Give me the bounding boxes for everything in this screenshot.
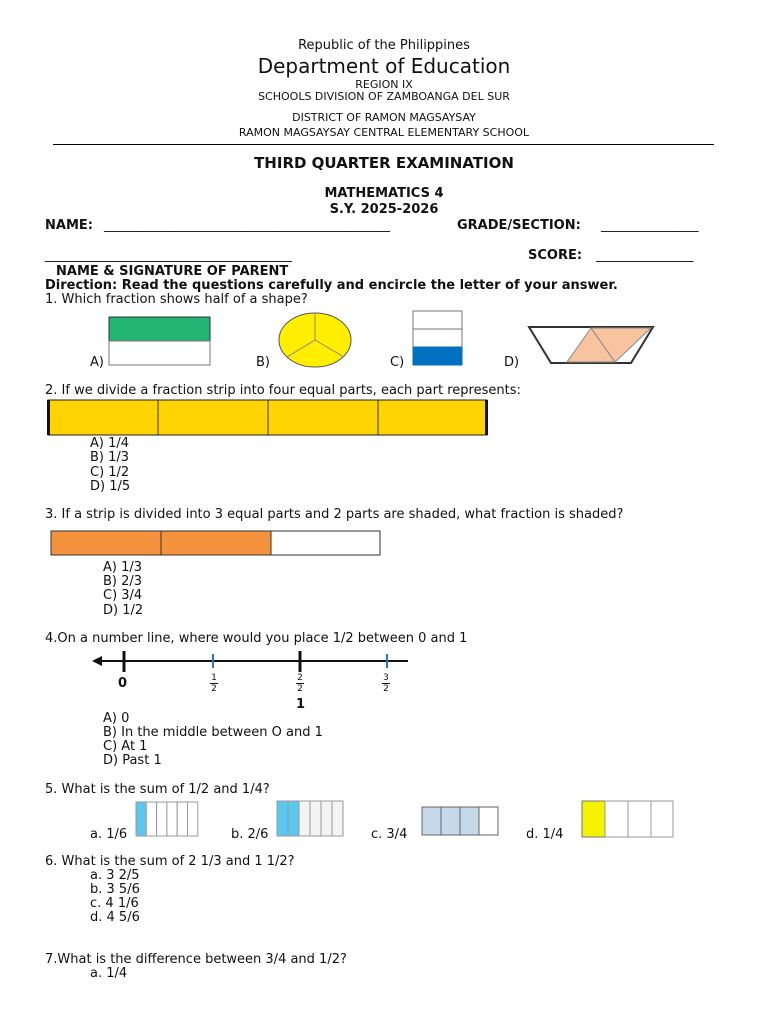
q4-label-one: 1 xyxy=(296,697,306,712)
q4-number-line xyxy=(90,648,412,676)
q4-label-three-halves xyxy=(382,673,390,694)
score-line[interactable]: _______________ xyxy=(596,248,694,263)
q5-strip-c xyxy=(421,806,499,836)
country-line: Republic of the Philippines xyxy=(298,38,470,53)
q4-option-b[interactable]: B) In the middle between O and 1 xyxy=(103,725,323,740)
q5-strip-d xyxy=(581,800,675,838)
grade-section-label: GRADE/SECTION: xyxy=(457,218,581,233)
q5-label-a[interactable]: a. 1/6 xyxy=(90,827,128,842)
parent-signature-label: NAME & SIGNATURE OF PARENT xyxy=(56,264,289,279)
name-line[interactable]: ____________________________________________ xyxy=(104,218,390,233)
q3-option-b[interactable]: B) 2/3 xyxy=(103,574,143,589)
grade-section-line[interactable]: _______________ xyxy=(601,218,699,233)
q4-option-d[interactable]: D) Past 1 xyxy=(103,753,162,768)
header-divider xyxy=(53,144,714,145)
name-label: NAME: xyxy=(45,218,93,233)
q1-circle-thirds-shape xyxy=(276,311,354,369)
exam-title: THIRD QUARTER EXAMINATION xyxy=(254,154,514,172)
q4-label-half xyxy=(210,673,218,694)
q1-bar-thirds-shape xyxy=(412,310,464,368)
q1-label-a[interactable]: A) xyxy=(90,355,104,370)
school-line: RAMON MAGSAYSAY CENTRAL ELEMENTARY SCHOOL xyxy=(238,126,530,139)
q4-label-three-num: 3 xyxy=(383,673,389,683)
region-line: REGION IX xyxy=(355,78,413,91)
q6-text: 6. What is the sum of 2 1/3 and 1 1/2? xyxy=(45,854,295,869)
q5-text: 5. What is the sum of 1/2 and 1/4? xyxy=(45,782,270,797)
q3-text: 3. If a strip is divided into 3 equal parts and 2 parts are shaded, what fraction is shaded? xyxy=(45,507,624,522)
q7-text: 7.What is the difference between 3/4 and 1/2? xyxy=(45,952,347,967)
q6-option-c[interactable]: c. 4 1/6 xyxy=(90,896,139,911)
q4-label-two-halves xyxy=(296,673,304,694)
q1-label-c[interactable]: C) xyxy=(390,355,405,370)
q3-option-c[interactable]: C) 3/4 xyxy=(103,588,143,603)
q1-label-b[interactable]: B) xyxy=(256,355,270,370)
q3-option-d[interactable]: D) 1/2 xyxy=(103,603,144,618)
q4-text: 4.On a number line, where would you place 1/2 between 0 and 1 xyxy=(45,631,468,646)
q4-option-a[interactable]: A) 0 xyxy=(103,711,130,726)
q6-option-d[interactable]: d. 4 5/6 xyxy=(90,910,140,925)
q5-label-d[interactable]: d. 1/4 xyxy=(526,827,564,842)
q4-label-half-den: 2 xyxy=(211,684,217,694)
q3-option-a[interactable]: A) 1/3 xyxy=(103,560,143,575)
q1-trapezoid-shape xyxy=(527,325,657,367)
score-label: SCORE: xyxy=(528,248,583,263)
q2-option-d[interactable]: D) 1/5 xyxy=(90,479,131,494)
q5-label-c[interactable]: c. 3/4 xyxy=(371,827,408,842)
q2-option-b[interactable]: B) 1/3 xyxy=(90,450,130,465)
q3-fraction-strip xyxy=(50,530,382,557)
q4-option-c[interactable]: C) At 1 xyxy=(103,739,148,754)
q6-option-b[interactable]: b. 3 5/6 xyxy=(90,882,140,897)
q1-text: 1. Which fraction shows half of a shape? xyxy=(45,292,308,307)
q2-fraction-strip xyxy=(47,399,489,437)
department-title: Department of Education xyxy=(257,54,511,78)
q5-strip-a xyxy=(135,801,199,838)
q5-strip-b xyxy=(276,800,344,838)
district-line: DISTRICT OF RAMON MAGSAYSAY xyxy=(292,111,476,124)
q5-label-b[interactable]: b. 2/6 xyxy=(231,827,269,842)
q4-label-zero: 0 xyxy=(118,676,128,691)
q4-label-two-den: 2 xyxy=(297,684,303,694)
q7-option-a[interactable]: a. 1/4 xyxy=(90,966,128,981)
parent-signature-line[interactable]: ______________________________________ xyxy=(45,248,292,263)
q2-option-a[interactable]: A) 1/4 xyxy=(90,436,130,451)
q4-label-two-num: 2 xyxy=(297,673,303,683)
q4-label-three-den: 2 xyxy=(383,684,389,694)
direction-text: Direction: Read the questions carefully and encircle the letter of your answer. xyxy=(45,278,618,293)
exam-subject: MATHEMATICS 4 xyxy=(324,186,444,201)
q1-label-d[interactable]: D) xyxy=(504,355,520,370)
q6-option-a[interactable]: a. 3 2/5 xyxy=(90,868,140,883)
q4-label-half-num: 1 xyxy=(211,673,217,683)
q2-text: 2. If we divide a fraction strip into four equal parts, each part represents: xyxy=(45,383,521,398)
q2-option-c[interactable]: C) 1/2 xyxy=(90,465,130,480)
division-line: SCHOOLS DIVISION OF ZAMBOANGA DEL SUR xyxy=(258,90,510,103)
school-year: S.Y. 2025-2026 xyxy=(329,202,439,217)
q1-rect-half-shape xyxy=(108,316,212,368)
